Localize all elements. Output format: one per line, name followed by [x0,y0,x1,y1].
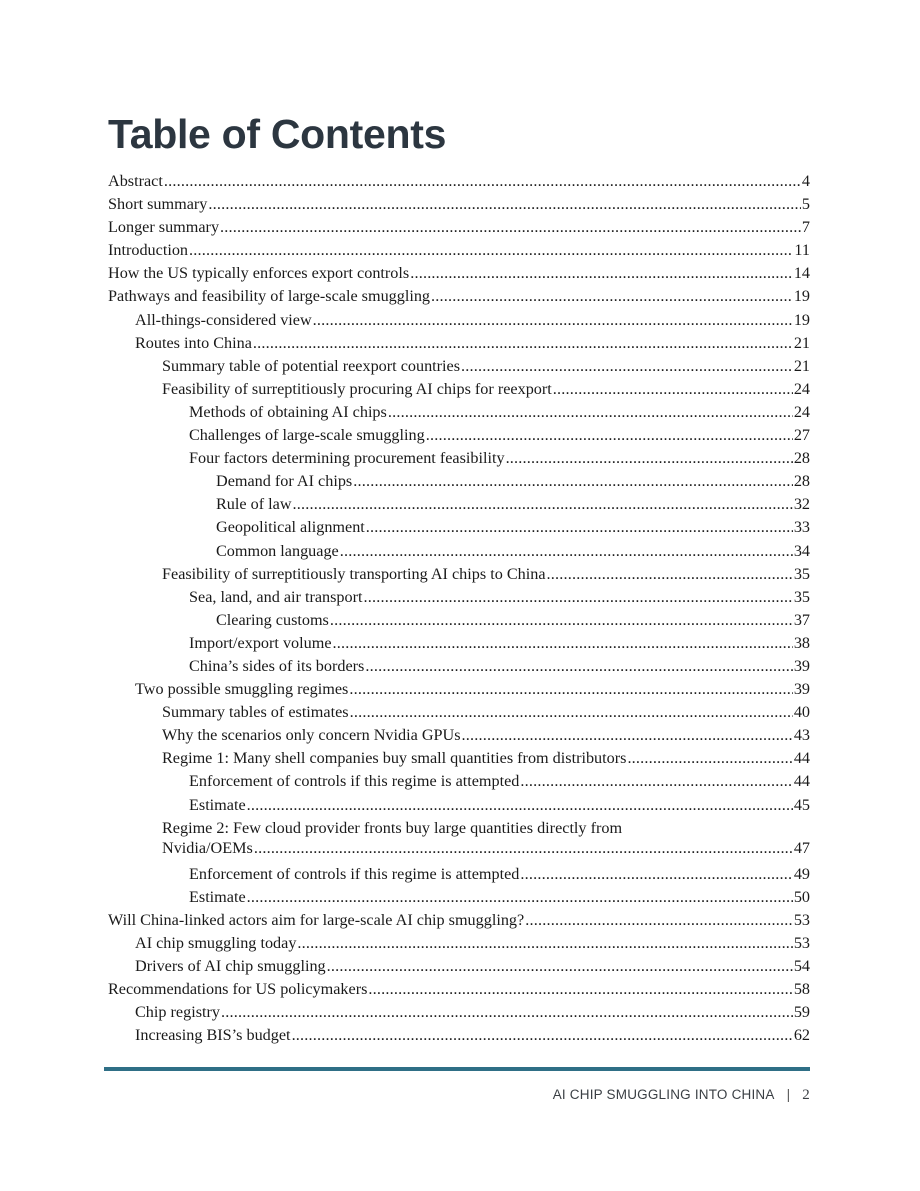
footer-divider [104,1067,810,1071]
page-number: 2 [802,1087,810,1103]
dot-leader [553,378,793,401]
toc-entry-label: Why the scenarios only concern Nvidia GPUs [162,726,461,745]
page-footer [553,1087,810,1104]
toc-entry-page-number: 19 [793,310,810,329]
toc-entry[interactable] [108,655,810,678]
toc-entry[interactable] [108,886,810,909]
toc-entry-page-number: 53 [793,911,810,929]
toc-entry[interactable] [108,909,810,932]
toc-entry-label: Abstract [108,172,163,190]
toc-entry-page-number: 38 [793,633,810,652]
toc-entry[interactable] [108,770,810,793]
toc-entry[interactable] [108,609,810,632]
toc-entry-label: Methods of obtaining AI chips [189,402,387,421]
dot-leader [388,401,793,424]
toc-entry-page-number: 58 [793,980,810,999]
toc-entry-page-number: 44 [793,772,810,791]
toc-entry-label: Pathways and feasibility of large-scale smuggling [108,287,431,306]
dot-leader [627,747,792,770]
toc-entry-label: Introduction [108,241,189,260]
toc-entry-label: Enforcement of controls if this regime is attempted [189,864,520,883]
toc-entry-page-number: 39 [793,680,810,699]
toc-entry-label: Two possible smuggling regimes [135,680,349,699]
dot-leader [462,724,793,747]
toc-entry-page-number: 19 [793,287,810,306]
dot-leader [368,978,792,1001]
dot-leader [189,239,793,262]
table-of-contents [108,170,810,1048]
toc-entry-page-number: 21 [793,333,810,352]
dot-leader [461,355,793,378]
toc-entry[interactable] [108,447,810,470]
toc-entry[interactable] [108,540,810,563]
dot-leader [547,563,793,586]
toc-entry[interactable] [108,955,810,978]
toc-entry-page-number: 24 [793,379,810,398]
dot-leader [525,909,793,932]
dot-leader [426,424,793,447]
toc-entry-label: Chip registry [135,1003,220,1022]
toc-entry-page-number: 33 [793,518,810,537]
dot-leader [327,955,793,978]
toc-entry[interactable] [108,724,810,747]
footer-separator: | [786,1087,791,1102]
toc-entry-label: Summary tables of estimates [162,703,349,722]
toc-entry-label: Increasing BIS’s budget [135,1026,291,1045]
toc-entry-label: Common language [216,541,339,560]
toc-entry-label: Recommendations for US policymakers [108,980,368,999]
toc-entry[interactable] [108,1001,810,1024]
dot-leader [506,447,793,470]
toc-entry[interactable] [108,239,810,262]
toc-entry[interactable] [108,863,810,886]
toc-entry-page-number: 4 [801,172,810,190]
toc-entry[interactable] [108,586,810,609]
dot-leader [340,540,793,563]
toc-entry-page-number: 14 [793,264,810,283]
toc-entry-page-number: 39 [793,656,810,675]
dot-leader [220,216,801,239]
toc-entry-label: Import/export volume [189,633,332,652]
dot-leader [254,835,793,863]
dot-leader [364,586,793,609]
toc-entry[interactable] [108,794,810,817]
toc-entry[interactable] [108,493,810,516]
toc-entry-label: Estimate [189,795,246,814]
toc-entry[interactable] [108,747,810,770]
toc-entry-page-number: 28 [793,472,810,491]
dot-leader [297,932,792,955]
dot-leader [333,632,793,655]
toc-entry-page-number: 54 [793,957,810,976]
toc-entry-label: Routes into China [135,333,252,352]
toc-entry-page-number: 27 [793,426,810,445]
toc-entry-label: Summary table of potential reexport countries [162,356,461,375]
toc-entry-label: Will China-linked actors aim for large-scale AI chip smuggling? [108,911,525,929]
dot-leader [410,262,793,285]
dot-leader [366,516,793,539]
toc-entry-label: Longer summary [108,218,220,237]
toc-entry-page-number: 35 [793,564,810,583]
toc-entry[interactable] [108,424,810,447]
toc-entry-label: Demand for AI chips [216,472,353,491]
dot-leader [253,332,793,355]
toc-entry-page-number: 49 [793,864,810,883]
toc-entry-page-number: 21 [793,356,810,375]
toc-entry[interactable] [108,932,810,955]
toc-entry-label: Sea, land, and air transport [189,587,363,606]
toc-entry[interactable] [108,285,810,308]
running-title: AI CHIP SMUGGLING INTO CHINA [552,1087,775,1102]
toc-entry-page-number: 45 [793,795,810,814]
toc-entry-page-number: 11 [794,241,810,260]
toc-entry-page-number: 53 [793,934,810,953]
toc-entry-label: Regime 1: Many shell companies buy small quantities from distributors [162,749,627,768]
page-title: Table of Contents [108,111,447,157]
toc-entry-page-number: 7 [801,218,810,237]
toc-entry[interactable] [108,632,810,655]
dot-leader [208,193,801,216]
toc-entry[interactable] [108,170,810,193]
toc-entry-label: Drivers of AI chip smuggling [135,957,326,976]
toc-entry[interactable] [108,978,810,1001]
toc-entry-page-number: 40 [793,703,810,722]
dot-leader [349,678,792,701]
dot-leader [520,770,792,793]
toc-entry[interactable] [108,401,810,424]
toc-entry[interactable] [108,1024,810,1047]
toc-entry-label: Four factors determining procurement feasibility [189,449,505,468]
toc-entry-label: Geopolitical alignment [216,518,365,537]
toc-entry[interactable] [108,678,810,701]
toc-entry[interactable] [108,309,810,332]
toc-entry-label: China’s sides of its borders [189,656,365,675]
toc-entry-page-number: 5 [801,195,810,214]
toc-entry-page-number: 32 [793,495,810,514]
toc-entry[interactable] [108,516,810,539]
toc-entry-page-number: 59 [793,1003,810,1022]
toc-entry-page-number: 62 [793,1026,810,1045]
toc-entry-continuation [162,835,810,863]
dot-leader [164,170,801,193]
dot-leader [431,285,793,308]
dot-leader [292,1024,793,1047]
toc-entry-label: Enforcement of controls if this regime is attempted [189,772,520,791]
dot-leader [353,470,793,493]
toc-entry-page-number: 37 [793,610,810,629]
toc-entry[interactable] [108,470,810,493]
dot-leader [330,609,793,632]
toc-entry-page-number: 44 [793,749,810,768]
toc-entry-label: Regime 2: Few cloud provider fronts buy large quantities directly from [162,818,623,837]
dot-leader [221,1001,793,1024]
dot-leader [520,863,792,886]
toc-entry-label: Rule of law [216,495,292,514]
toc-entry-label: How the US typically enforces export controls [108,264,410,283]
toc-entry-label: Feasibility of surreptitiously transporting AI chips to China [162,564,546,583]
dot-leader [293,493,793,516]
toc-entry-page-number: 47 [793,839,810,858]
toc-entry[interactable] [108,563,810,586]
toc-entry-label: Challenges of large-scale smuggling [189,426,425,445]
toc-entry[interactable] [108,817,810,863]
toc-entry-page-number: 28 [793,449,810,468]
toc-entry[interactable] [108,378,810,401]
toc-entry-label: Estimate [189,887,246,906]
toc-entry-label: AI chip smuggling today [135,934,297,953]
dot-leader [247,886,793,909]
dot-leader [365,655,792,678]
toc-entry-page-number: 24 [793,402,810,421]
toc-entry[interactable] [108,193,810,216]
toc-entry[interactable] [108,216,810,239]
toc-entry-page-number: 50 [793,887,810,906]
toc-entry-label: All-things-considered view [135,310,312,329]
toc-entry-label: Nvidia/OEMs [162,839,253,858]
dot-leader [350,701,793,724]
dot-leader [247,794,793,817]
toc-entry-label: Clearing customs [216,610,329,629]
toc-entry-label: Short summary [108,195,208,214]
toc-entry-label: Feasibility of surreptitiously procuring AI chips for reexport [162,379,552,398]
toc-entry-page-number: 43 [793,726,810,745]
toc-entry[interactable] [108,355,810,378]
toc-entry-page-number: 34 [793,541,810,560]
toc-entry[interactable] [108,262,810,285]
toc-entry-page-number: 35 [793,587,810,606]
toc-entry[interactable] [108,701,810,724]
dot-leader [313,309,793,332]
toc-entry[interactable] [108,332,810,355]
